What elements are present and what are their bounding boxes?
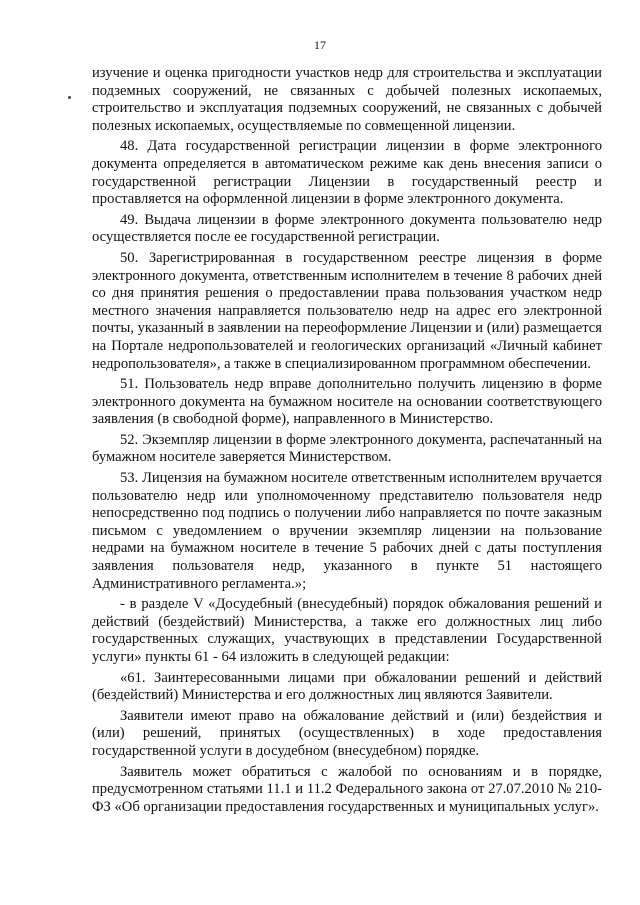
paragraph-continuation: изучение и оценка пригодности участков недр для строительства и эксплуатации подземных сооружений, не связанных с добычей полезных ископаемых, строительство и эксплуатация подземных сооружений, не связанных с добычей полезных ископаемых, осуществляемые по совмещенной лицензии. xyxy=(92,65,602,134)
paragraph-49: 49. Выдача лицензии в форме электронного документа пользователю недр осуществляется после ее государственной регистрации. xyxy=(92,211,602,246)
page-number: 17 xyxy=(314,38,326,52)
paragraph-53: 53. Лицензия на бумажном носителе ответственным исполнителем вручается пользователю недр или уполномоченному представителю пользователя недр непосредственно под подпись о получении либо направляется по почте заказным письмом с уведомлением о вручении экземпляр лицензии на пользование недрами на бумажном носителе в течение 5 рабочих дней с даты поступления заявления пользователя недр, указанного в пункте 51 настоящего Административного регламента.»; xyxy=(92,470,602,592)
paragraph-48: 48. Дата государственной регистрации лицензии в форме электронного документа определяется в автоматическом режиме как день внесения записи о государственной регистрации Лицензии в государственный реестр и проставляется на оформленной лицензии в форме электронного документа. xyxy=(92,138,602,208)
paragraph-section-v: - в разделе V «Досудебный (внесудебный) порядок обжалования решений и действий (бездействий) Министерства, а также его должностных лиц либо государственных служащих, участвующих в представлении Государственной услуги» пункты 61 - 64 изложить в следующей редакции: xyxy=(92,596,602,665)
margin-mark xyxy=(68,96,71,99)
paragraph-52: 52. Экземпляр лицензии в форме электронного документа, распечатанный на бумажном носителе заверяется Министерством. xyxy=(92,431,602,466)
paragraph-61: «61. Заинтересованными лицами при обжаловании решений и действий (бездействий) Министерства и его должностных лиц являются Заявители. xyxy=(92,669,602,704)
paragraph-51: 51. Пользователь недр вправе дополнительно получить лицензию в форме электронного документа на бумажном носителе на основании соответствующего заявления (в свободной форме), направленного в Министерство. xyxy=(92,376,602,428)
paragraph-applicants-rights: Заявители имеют право на обжалование действий и (или) бездействия и (или) решений, принятых (осуществленных) в ходе предоставления государственной услуги в досудебном (внесудебном) порядке. xyxy=(92,707,602,759)
paragraph-complaint-grounds: Заявитель может обратиться с жалобой по основаниям и в порядке, предусмотренном статьями 11.1 и 11.2 Федерального закона от 27.07.2010 № 210-ФЗ «Об организации предоставления государственных и муниципальных услуг». xyxy=(92,763,602,815)
document-body xyxy=(92,65,602,819)
paragraph-50: 50. Зарегистрированная в государственном реестре лицензия в форме электронного документа, ответственным исполнителем в течение 8 рабочих дней со дня принятия решения о предоставлении права пользования участком недр местного значения направляется пользователю недр на адрес его электронной почты, указанный в заявлении на переоформление Лицензии и (или) размещается на Портале недропользователей и геологических организаций «Личный кабинет недропользователя», а также в специализированном программном обеспечении. xyxy=(92,249,602,372)
